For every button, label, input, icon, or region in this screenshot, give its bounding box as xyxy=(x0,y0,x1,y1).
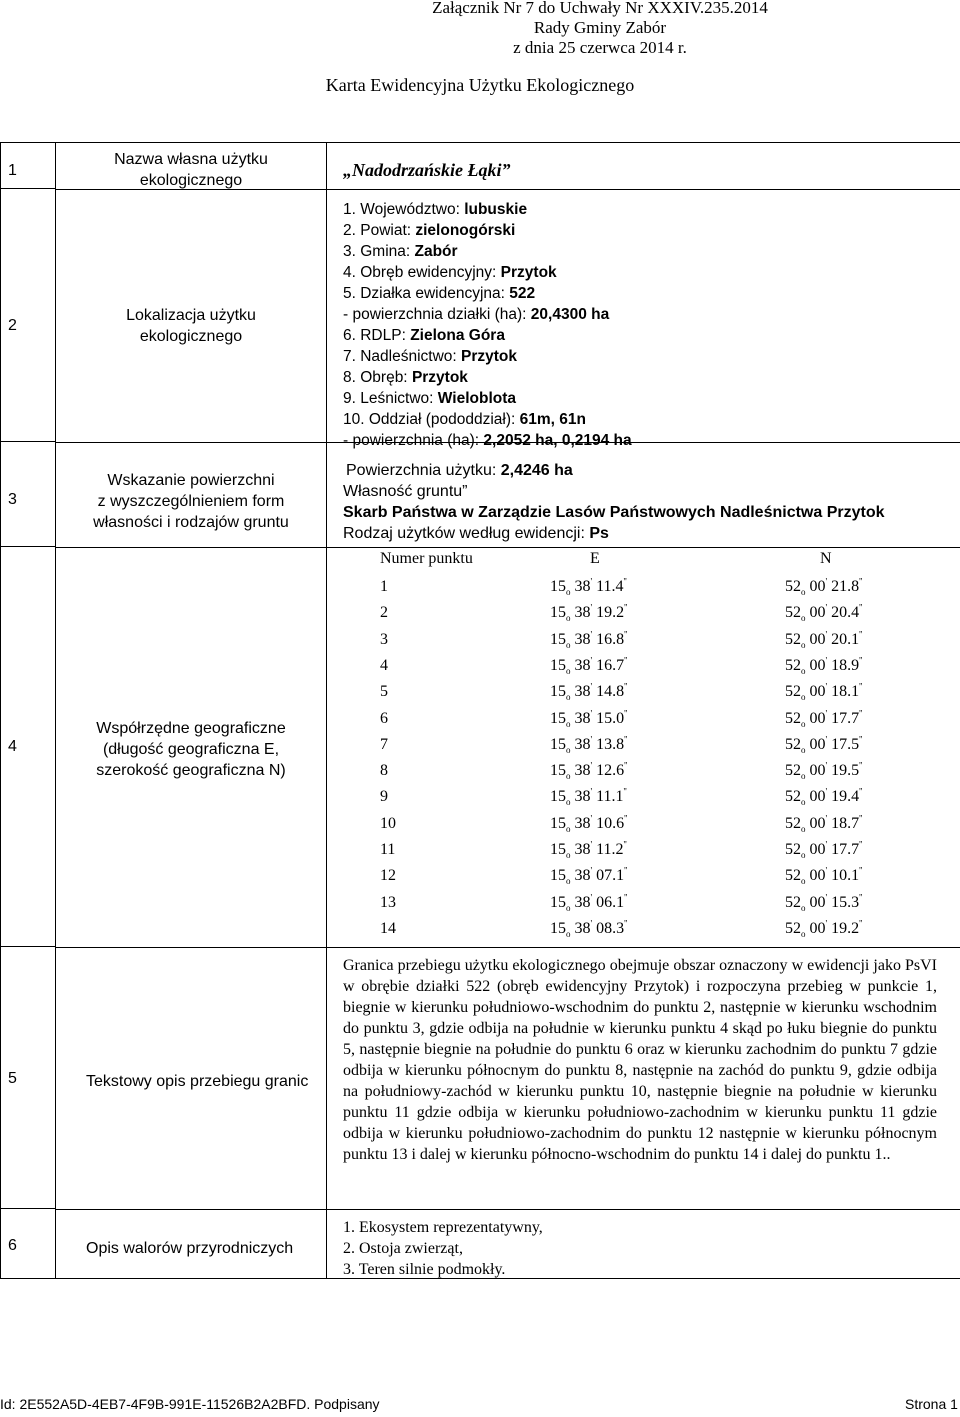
location-key: 5. Działka ewidencyjna: xyxy=(343,285,510,302)
location-key: 3. Gmina: xyxy=(343,243,415,260)
coords-e-value: $15_o$ 38' 11.4'' xyxy=(550,576,627,598)
coords-point-number: 6 xyxy=(380,709,388,727)
coords-point-number: 11 xyxy=(380,841,396,858)
coords-point-number: 1 xyxy=(380,578,388,595)
row-divider xyxy=(56,947,960,948)
location-value: Przytok xyxy=(500,264,557,281)
coords-n-value: $52_o$ 00' 19.2'' xyxy=(785,918,863,940)
coords-header-e: E xyxy=(590,550,600,567)
coords-e-value: $15_o$ 38' 16.8'' xyxy=(550,629,628,650)
coords-n-value: $52_o$ 00' 17.7'' xyxy=(785,839,863,861)
row-label-area: Wskazanie powierzchni z wyszczególnieniem form własności i rodzajów gruntu xyxy=(93,472,289,531)
location-value: zielonogórski xyxy=(415,222,516,239)
location-value: Wieloblota xyxy=(437,390,517,407)
coords-n-value: $52_o$ 00' 17.5'' xyxy=(785,734,863,755)
coords-e-value: $15_o$ 38' 07.1'' xyxy=(550,865,628,887)
coords-point-number: 2 xyxy=(380,604,388,622)
location-key: 1. Województwo: xyxy=(343,201,465,218)
value-item: 1. Ekosystem reprezentatywny, xyxy=(343,1219,543,1236)
document-title: Karta Ewidencyjna Użytku Ekologicznego xyxy=(325,75,635,95)
coords-e-value: $15_o$ 38' 14.8'' xyxy=(550,681,628,703)
location-value: 522 xyxy=(509,285,536,302)
value-item: 3. Teren silnie podmokły. xyxy=(343,1261,506,1278)
location-key: - powierzchnia działki (ha): xyxy=(343,306,531,323)
row-label-name: Nazwa własna użytku ekologicznego xyxy=(114,151,268,189)
location-item xyxy=(343,430,632,451)
row-number: 4 xyxy=(8,738,17,755)
number-divider xyxy=(0,188,56,189)
location-key: 7. Nadleśnictwo: xyxy=(343,348,462,365)
date-line: z dnia 25 czerwca 2014 r. xyxy=(513,38,687,57)
coords-row xyxy=(380,578,940,600)
coords-row xyxy=(380,788,940,810)
coords-row xyxy=(380,736,940,758)
location-item xyxy=(343,262,632,283)
coords-point-number: 9 xyxy=(380,788,388,806)
coords-n-value: $52_o$ 00' 18.9'' xyxy=(785,655,863,677)
area-key: Powierzchnia użytku: xyxy=(346,462,501,479)
attachment-line: Załącznik Nr 7 do Uchwały Nr XXXIV.235.2014 xyxy=(432,0,768,17)
number-divider xyxy=(0,441,56,442)
row-label-values: Opis walorów przyrodniczych xyxy=(86,1240,294,1257)
value-item: 2. Ostoja zwierząt, xyxy=(343,1240,463,1257)
coords-e-value: $15_o$ 38' 10.6'' xyxy=(550,813,628,834)
ownership-value: Skarb Państwa w Zarządzie Lasów Państwowych Nadleśnictwa Przytok xyxy=(343,504,885,521)
row-divider xyxy=(56,1209,960,1210)
area-value: 2,4246 ha xyxy=(500,462,573,479)
coords-row xyxy=(380,762,940,784)
coords-e-value: $15_o$ 38' 15.0'' xyxy=(550,708,628,729)
number-column xyxy=(0,142,56,1279)
coords-n-value: $52_o$ 00' 20.1'' xyxy=(785,629,863,650)
coords-row xyxy=(380,710,940,732)
number-divider xyxy=(0,946,56,947)
coords-e-value: $15_o$ 38' 13.8'' xyxy=(550,734,628,755)
location-value: Przytok xyxy=(461,348,518,365)
coords-n-value: $52_o$ 00' 19.4'' xyxy=(785,787,863,808)
page-number: Strona 1 xyxy=(905,1396,958,1412)
row-label-coordinates: Współrzędne geograficzne (długość geograficzna E, szerokość geograficzna N) xyxy=(96,720,286,779)
coords-row xyxy=(380,815,940,837)
coords-n-value: $52_o$ 00' 17.7'' xyxy=(785,708,863,729)
row-number: 5 xyxy=(8,1070,17,1087)
row-label-location: Lokalizacja użytku ekologicznego xyxy=(126,307,256,345)
location-key: 9. Leśnictwo: xyxy=(343,390,438,407)
location-value: 2,2052 ha, 0,2194 ha xyxy=(483,432,632,449)
coords-n-value: $52_o$ 00' 20.4'' xyxy=(785,602,863,624)
coords-header-n: N xyxy=(820,550,832,567)
location-item xyxy=(343,346,632,367)
row-number: 2 xyxy=(8,317,17,334)
coords-row xyxy=(380,894,940,916)
location-list xyxy=(343,199,632,451)
coords-e-value: $15_o$ 38' 12.6'' xyxy=(550,760,628,782)
area-block xyxy=(343,460,885,544)
number-divider xyxy=(0,1208,56,1209)
coords-row xyxy=(380,920,940,942)
location-value: Zabór xyxy=(414,243,458,260)
site-name: „Nadodrzańskie Łąki” xyxy=(343,160,511,180)
location-item xyxy=(343,220,632,241)
location-item xyxy=(343,199,632,220)
coords-e-value: $15_o$ 38' 06.1'' xyxy=(550,892,628,913)
ownership-key: Własność gruntu” xyxy=(343,483,468,500)
coords-n-value: $52_o$ 00' 18.1'' xyxy=(785,681,863,703)
coords-row xyxy=(380,867,940,889)
landuse-value: Ps xyxy=(589,525,609,542)
coords-n-value: $52_o$ 00' 10.1'' xyxy=(785,865,863,887)
location-item xyxy=(343,241,632,262)
location-key: - powierzchnia (ha): xyxy=(343,432,484,449)
number-divider xyxy=(0,546,56,547)
coords-point-number: 10 xyxy=(380,814,396,832)
column-divider xyxy=(326,143,327,1278)
location-key: 2. Powiat: xyxy=(343,222,416,239)
coords-point-number: 8 xyxy=(380,762,388,780)
location-item xyxy=(343,283,632,304)
coords-header xyxy=(380,550,940,572)
coords-n-value: $52_o$ 00' 19.5'' xyxy=(785,760,863,782)
coords-point-number: 13 xyxy=(380,893,396,911)
location-key: 10. Oddział (pododdział): xyxy=(343,411,520,428)
location-key: 4. Obręb ewidencyjny: xyxy=(343,264,501,281)
coords-e-value: $15_o$ 38' 08.3'' xyxy=(550,918,628,940)
location-key: 6. RDLP: xyxy=(343,327,411,344)
location-value: lubuskie xyxy=(464,201,528,218)
coords-e-value: $15_o$ 38' 11.1'' xyxy=(550,787,627,808)
landuse-key: Rodzaj użytków według ewidencji: xyxy=(343,525,590,542)
coords-header-point: Numer punktu xyxy=(380,550,473,567)
coords-e-value: $15_o$ 38' 16.7'' xyxy=(550,655,628,677)
values-list xyxy=(343,1217,543,1280)
coords-n-value: $52_o$ 00' 18.7'' xyxy=(785,813,863,834)
council-line: Rady Gminy Zabór xyxy=(533,18,667,37)
row-number: 1 xyxy=(8,162,17,179)
location-item xyxy=(343,304,632,325)
coords-point-number: 4 xyxy=(380,656,388,674)
coords-point-number: 7 xyxy=(380,735,388,753)
location-item xyxy=(343,325,632,346)
location-value: Przytok xyxy=(411,369,468,386)
location-item xyxy=(343,367,632,388)
location-item xyxy=(343,409,632,430)
coords-point-number: 5 xyxy=(380,683,388,701)
coords-row xyxy=(380,631,940,653)
coords-n-value: $52_o$ 00' 21.8'' xyxy=(785,576,863,598)
coords-e-value: $15_o$ 38' 19.2'' xyxy=(550,602,628,624)
location-key: 8. Obręb: xyxy=(343,369,412,386)
coords-n-value: $52_o$ 00' 15.3'' xyxy=(785,892,863,913)
coords-row xyxy=(380,604,940,626)
coords-e-value: $15_o$ 38' 11.2'' xyxy=(550,839,627,861)
location-value: Zielona Góra xyxy=(410,327,505,344)
row-number: 3 xyxy=(8,491,17,508)
location-value: 20,4300 ha xyxy=(530,306,610,323)
location-item xyxy=(343,388,632,409)
coords-row xyxy=(380,841,940,863)
row-label-boundary: Tekstowy opis przebiegu granic xyxy=(86,1073,309,1090)
coords-point-number: 12 xyxy=(380,867,396,885)
boundary-description: Granica przebiegu użytku ekologicznego obejmuje obszar oznaczony w ewidencji jako PsVI w obrębie działki 522 (obręb ewidencyjny Przytok) i rozpoczyna przebieg w punkcie 1, biegnie w kierunku południowo-wschodnim do punktu 2, następnie w kierunku wschodnim do punktu 3, gdzie odbija na południe w kierunku punktu 4 skąd po łuku biegnie do punktu 5, następnie biegnie na południe do punktu 6 oraz w kierunku zachodnim do punktu 7 gdzie odbija w kierunku północnym do punktu 8, następnie na zachód do punktu 9, gdzie odbija na południowy-zachód w kierunku punktu 10, następnie biegnie na południe w kierunku punktu 11 gdzie odbija w kierunku południowo-zachodnim w kierunku punktu 11 gdzie odbija w kierunku południowo-zachodnim do punktu 12 następnie w kierunku północnym punktu 13 i dalej w kierunku północno-wschodnim do punktu 14 i dalej do punktu 1.. xyxy=(343,957,937,1163)
location-value: 61m, 61n xyxy=(519,411,586,428)
document-id: Id: 2E552A5D-4EB7-4F9B-991E-11526B2A2BFD. Podpisany xyxy=(0,1396,380,1412)
coords-point-number: 3 xyxy=(380,630,388,648)
row-divider xyxy=(56,547,960,548)
coords-row xyxy=(380,657,940,679)
coords-point-number: 14 xyxy=(380,919,396,937)
coords-row xyxy=(380,683,940,705)
row-number: 6 xyxy=(8,1237,17,1254)
